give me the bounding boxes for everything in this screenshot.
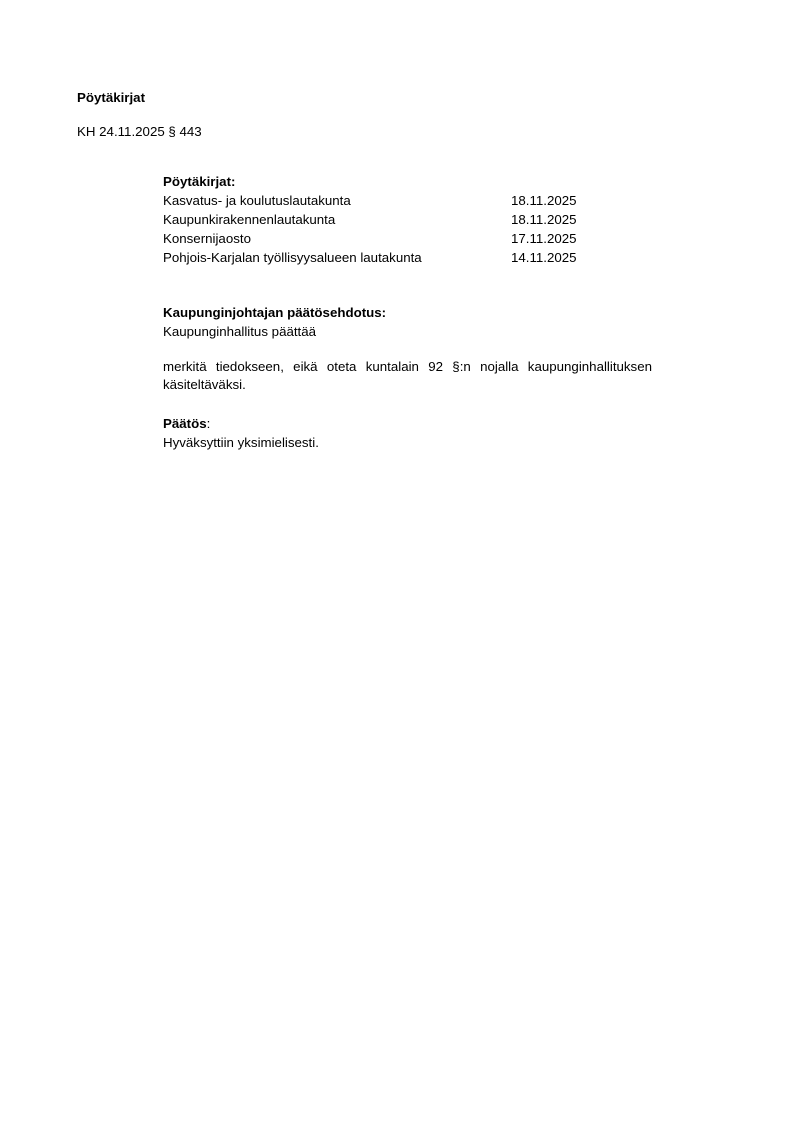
minutes-row: [163, 210, 663, 229]
minutes-body: Konsernijaosto: [163, 231, 251, 246]
decision-heading-line: [163, 414, 663, 433]
proposal-heading: Kaupunginjohtajan päätösehdotus:: [163, 305, 387, 320]
minutes-date: 18.11.2025: [511, 193, 577, 208]
meeting-reference: KH 24.11.2025 § 443: [77, 124, 202, 139]
minutes-list-heading: Pöytäkirjat:: [163, 174, 236, 189]
minutes-date: 17.11.2025: [511, 231, 577, 246]
proposal-intro: Kaupunginhallitus päättää: [163, 324, 317, 339]
minutes-row: [163, 248, 663, 267]
minutes-date: 18.11.2025: [511, 212, 577, 227]
minutes-body: Kasvatus- ja koulutuslautakunta: [163, 193, 351, 208]
minutes-row: [163, 191, 663, 210]
decision-colon: :: [206, 416, 211, 431]
minutes-date: 14.11.2025: [511, 250, 577, 265]
minutes-list: [163, 172, 663, 267]
minutes-body: Pohjois-Karjalan työllisyysalueen lautakunta: [163, 250, 422, 265]
decision-heading: Päätös: [163, 416, 207, 431]
proposal-text: merkitä tiedokseen, eikä oteta kuntalain 92 §:n nojalla kaupunginhallituksen käsiteltäväksi.: [163, 359, 652, 392]
proposal-section: [163, 303, 663, 341]
minutes-body: Kaupunkirakennenlautakunta: [163, 212, 336, 227]
document-title: Pöytäkirjat: [77, 90, 145, 105]
decision-section: [163, 414, 663, 452]
decision-text: Hyväksyttiin yksimielisesti.: [163, 435, 319, 450]
minutes-row: [163, 229, 663, 248]
